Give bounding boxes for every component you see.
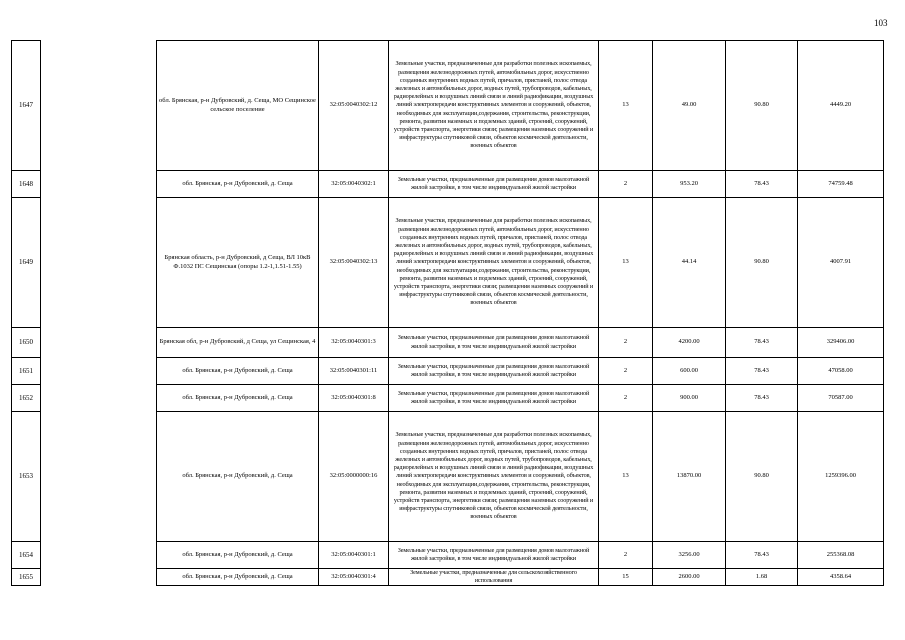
land-purpose-cell: Земельные участки, предназначенные для размещения домов малоэтажной жилой застройки, в том числе индивидуальной жилой застройки [389,542,599,569]
row-number: 1650 [12,328,41,358]
purpose-code-cell: 2 [599,358,653,385]
cadastral-number-cell: 32:05:0040301:1 [319,542,389,569]
rate-cell: 78.43 [726,171,798,198]
cadastral-value-cell: 4007.91 [798,198,884,328]
area-cell: 4200.00 [653,328,726,358]
table-row [12,358,884,385]
row-number: 1655 [12,569,41,586]
row-number: 1653 [12,412,41,542]
land-registry-table [11,40,884,586]
cadastral-value-cell: 4449.20 [798,41,884,171]
land-purpose-cell: Земельные участки, предназначенные для разработки полезных ископаемых, размещения железнодорожных путей, автомобильных дорог, искусственно созданных внутренних водных путей, причалов, пристаней, полос отвода железных и автомобильных дорог, водных путей, трубопроводов, кабельных, радиорелейных и воздушных линий связи и линий радиофикации, воздушных линий электропередачи конструктивных элементов и сооружений, объектов, необходимых для эксплуатации,содержания, строительства, реконструкции, ремонта, развития наземных и подземных зданий, строений, сооружений, устройств транспорта, энергетики связи; размещения наземных сооружений и инфраструктуры спутниковой связи, объектов космической деятельности, военных объектов [389,41,599,171]
land-purpose-cell: Земельные участки, предназначенные для сельскохозяйственного использования [389,569,599,586]
address-cell: обл. Брянская, р-н Дубровский, д. Сеща [157,358,319,385]
table-row [12,198,884,328]
cadastral-value-cell: 1259396.00 [798,412,884,542]
purpose-code-cell: 13 [599,41,653,171]
purpose-code-cell: 2 [599,328,653,358]
row-number: 1647 [12,41,41,171]
empty-column-gap [41,542,157,569]
purpose-code-cell: 2 [599,385,653,412]
address-cell: обл. Брянская, р-н Дубровский, д. Сеща [157,412,319,542]
cadastral-number-cell: 32:05:0040302:13 [319,198,389,328]
empty-column-gap [41,385,157,412]
cadastral-value-cell: 329406.00 [798,328,884,358]
table-row [12,385,884,412]
table-row [12,41,884,171]
cadastral-number-cell: 32:05:0040301:3 [319,328,389,358]
area-cell: 3256.00 [653,542,726,569]
area-cell: 13870.00 [653,412,726,542]
area-cell: 49.00 [653,41,726,171]
area-cell: 900.00 [653,385,726,412]
rate-cell: 78.43 [726,385,798,412]
area-cell: 953.20 [653,171,726,198]
empty-column-gap [41,412,157,542]
row-number: 1649 [12,198,41,328]
page-number: 103 [874,18,888,28]
table-row [12,569,884,586]
address-cell: обл. Брянская, р-н Дубровский, д. Сеща [157,542,319,569]
empty-column-gap [41,569,157,586]
rate-cell: 78.43 [726,328,798,358]
row-number: 1648 [12,171,41,198]
table-row [12,328,884,358]
land-purpose-cell: Земельные участки, предназначенные для разработки полезных ископаемых, размещения железнодорожных путей, автомобильных дорог, искусственно созданных внутренних водных путей, причалов, пристаней, полос отвода железных и автомобильных дорог, водных путей, трубопроводов, кабельных, радиорелейных и воздушных линий связи и линий радиофикации, воздушных линий электропередачи конструктивных элементов и сооружений, объектов, необходимых для эксплуатации,содержания, строительства, реконструкции, ремонта, развития наземных и подземных зданий, строений, сооружений, устройств транспорта, энергетики связи; размещения наземных сооружений и инфраструктуры спутниковой связи, объектов космической деятельности, военных объектов [389,412,599,542]
address-cell: Брянская обл, р-н Дубровский, д Сеща, ул Сещинская, 4 [157,328,319,358]
cadastral-number-cell: 32:05:0040301:11 [319,358,389,385]
cadastral-value-cell: 74759.48 [798,171,884,198]
purpose-code-cell: 15 [599,569,653,586]
table-row [12,412,884,542]
empty-column-gap [41,171,157,198]
land-purpose-cell: Земельные участки, предназначенные для размещения домов малоэтажной жилой застройки, в том числе индивидуальной жилой застройки [389,171,599,198]
empty-column-gap [41,358,157,385]
cadastral-value-cell: 4358.64 [798,569,884,586]
rate-cell: 90.80 [726,41,798,171]
purpose-code-cell: 2 [599,171,653,198]
empty-column-gap [41,198,157,328]
row-number: 1652 [12,385,41,412]
row-number: 1651 [12,358,41,385]
rate-cell: 78.43 [726,358,798,385]
address-cell: обл. Брянская, р-н Дубровский, д. Сеща [157,569,319,586]
table-row [12,542,884,569]
address-cell: обл. Брянская, р-н Дубровский, д. Сеща [157,385,319,412]
land-purpose-cell: Земельные участки, предназначенные для размещения домов малоэтажной жилой застройки, в том числе индивидуальной жилой застройки [389,385,599,412]
cadastral-number-cell: 32:05:0040301:4 [319,569,389,586]
empty-column-gap [41,328,157,358]
purpose-code-cell: 13 [599,198,653,328]
purpose-code-cell: 13 [599,412,653,542]
cadastral-value-cell: 47058.00 [798,358,884,385]
rate-cell: 1.68 [726,569,798,586]
land-purpose-cell: Земельные участки, предназначенные для разработки полезных ископаемых, размещения железнодорожных путей, автомобильных дорог, искусственно созданных внутренних водных путей, причалов, пристаней, полос отвода железных и автомобильных дорог, водных путей, трубопроводов, кабельных, радиорелейных и воздушных линий связи и линий радиофикации, воздушных линий электропередачи конструктивных элементов и сооружений, объектов, необходимых для эксплуатации,содержания, строительства, реконструкции, ремонта, развития наземных и подземных зданий, строений, сооружений, устройств транспорта, энергетики связи; размещения наземных сооружений и инфраструктуры спутниковой связи, объектов космической деятельности, военных объектов [389,198,599,328]
cadastral-value-cell: 255368.08 [798,542,884,569]
area-cell: 44.14 [653,198,726,328]
cadastral-number-cell: 32:05:0040302:1 [319,171,389,198]
land-purpose-cell: Земельные участки, предназначенные для размещения домов малоэтажной жилой застройки, в том числе индивидуальной жилой застройки [389,358,599,385]
cadastral-number-cell: 32:05:0040301:8 [319,385,389,412]
address-cell: Брянская область, р-н Дубровский, д Сеща, ВЛ 10кВ Ф.1032 ПС Сещинская (опоры 1.2-1,1.51-1.55) [157,198,319,328]
area-cell: 600.00 [653,358,726,385]
rate-cell: 78.43 [726,542,798,569]
area-cell: 2600.00 [653,569,726,586]
cadastral-value-cell: 70587.00 [798,385,884,412]
cadastral-number-cell: 32:05:0040302:12 [319,41,389,171]
empty-column-gap [41,41,157,171]
land-purpose-cell: Земельные участки, предназначенные для размещения домов малоэтажной жилой застройки, в том числе индивидуальной жилой застройки [389,328,599,358]
rate-cell: 90.80 [726,412,798,542]
cadastral-number-cell: 32:05:0000000:16 [319,412,389,542]
row-number: 1654 [12,542,41,569]
table-row [12,171,884,198]
address-cell: обл. Брянская, р-н Дубровский, д. Сеща [157,171,319,198]
rate-cell: 90.80 [726,198,798,328]
purpose-code-cell: 2 [599,542,653,569]
address-cell: обл. Брянская, р-н Дубровский, д. Сеща, МО Сещинское сельское поселение [157,41,319,171]
